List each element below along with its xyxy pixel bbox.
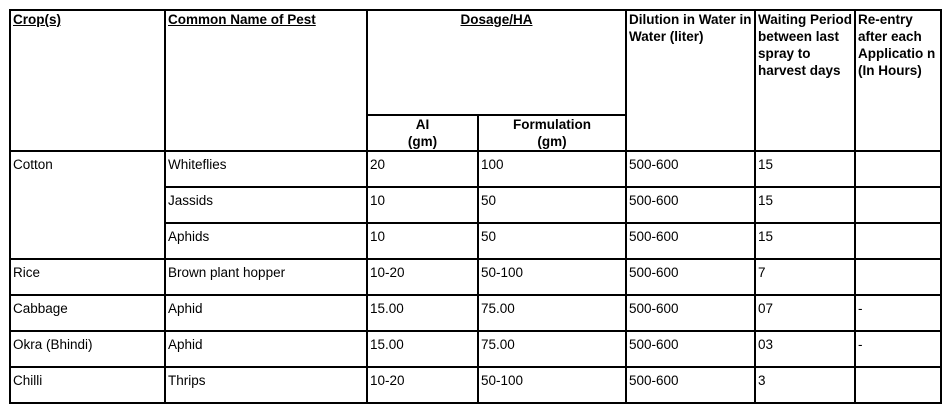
pest-cell: Aphid	[165, 295, 367, 331]
table-row	[10, 259, 941, 295]
crop-cell: Cabbage	[10, 295, 165, 331]
header-dosage: Dosage/HA	[367, 10, 626, 115]
reentry-cell	[855, 151, 941, 187]
formulation-cell: 75.00	[478, 295, 626, 331]
formulation-cell: 50-100	[478, 367, 626, 403]
dilution-cell: 500-600	[626, 223, 755, 259]
header-pest: Common Name of Pest	[165, 10, 367, 151]
formulation-cell: 100	[478, 151, 626, 187]
table-row	[10, 295, 941, 331]
dilution-cell: 500-600	[626, 187, 755, 223]
reentry-cell: -	[855, 295, 941, 331]
ai-cell: 20	[367, 151, 478, 187]
ai-cell: 15.00	[367, 295, 478, 331]
header-dilution: Dilution in Water in Water (liter)	[626, 10, 755, 151]
header-formulation: Formulation (gm)	[478, 115, 626, 151]
header-crops: Crop(s)	[10, 10, 165, 151]
dilution-cell: 500-600	[626, 259, 755, 295]
crop-cell: Rice	[10, 259, 165, 295]
header-reentry: Re-entry after each Applicatio n (In Hours)	[855, 10, 941, 151]
waiting-cell: 3	[755, 367, 855, 403]
formulation-cell: 50	[478, 187, 626, 223]
pest-cell: Jassids	[165, 187, 367, 223]
table-row	[10, 151, 941, 187]
crop-cell: Cotton	[10, 151, 165, 259]
ai-cell: 10-20	[367, 367, 478, 403]
table-row	[10, 331, 941, 367]
dilution-cell: 500-600	[626, 331, 755, 367]
ai-cell: 10	[367, 223, 478, 259]
waiting-cell: 7	[755, 259, 855, 295]
pest-cell: Whiteflies	[165, 151, 367, 187]
reentry-cell: -	[855, 331, 941, 367]
pest-dosage-table	[9, 9, 942, 404]
waiting-cell: 15	[755, 187, 855, 223]
header-waiting: Waiting Period between last spray to harvest days	[755, 10, 855, 151]
pest-cell: Brown plant hopper	[165, 259, 367, 295]
formulation-cell: 75.00	[478, 331, 626, 367]
waiting-cell: 07	[755, 295, 855, 331]
waiting-cell: 15	[755, 223, 855, 259]
table-row	[10, 367, 941, 403]
pest-cell: Aphids	[165, 223, 367, 259]
waiting-cell: 03	[755, 331, 855, 367]
pest-cell: Thrips	[165, 367, 367, 403]
pest-cell: Aphid	[165, 331, 367, 367]
dilution-cell: 500-600	[626, 367, 755, 403]
dilution-cell: 500-600	[626, 151, 755, 187]
reentry-cell	[855, 223, 941, 259]
waiting-cell: 15	[755, 151, 855, 187]
formulation-cell: 50	[478, 223, 626, 259]
crop-cell: Chilli	[10, 367, 165, 403]
header-ai: AI (gm)	[367, 115, 478, 151]
reentry-cell	[855, 259, 941, 295]
reentry-cell	[855, 187, 941, 223]
ai-cell: 10-20	[367, 259, 478, 295]
crop-cell: Okra (Bhindi)	[10, 331, 165, 367]
reentry-cell	[855, 367, 941, 403]
ai-cell: 10	[367, 187, 478, 223]
formulation-cell: 50-100	[478, 259, 626, 295]
dilution-cell: 500-600	[626, 295, 755, 331]
ai-cell: 15.00	[367, 331, 478, 367]
